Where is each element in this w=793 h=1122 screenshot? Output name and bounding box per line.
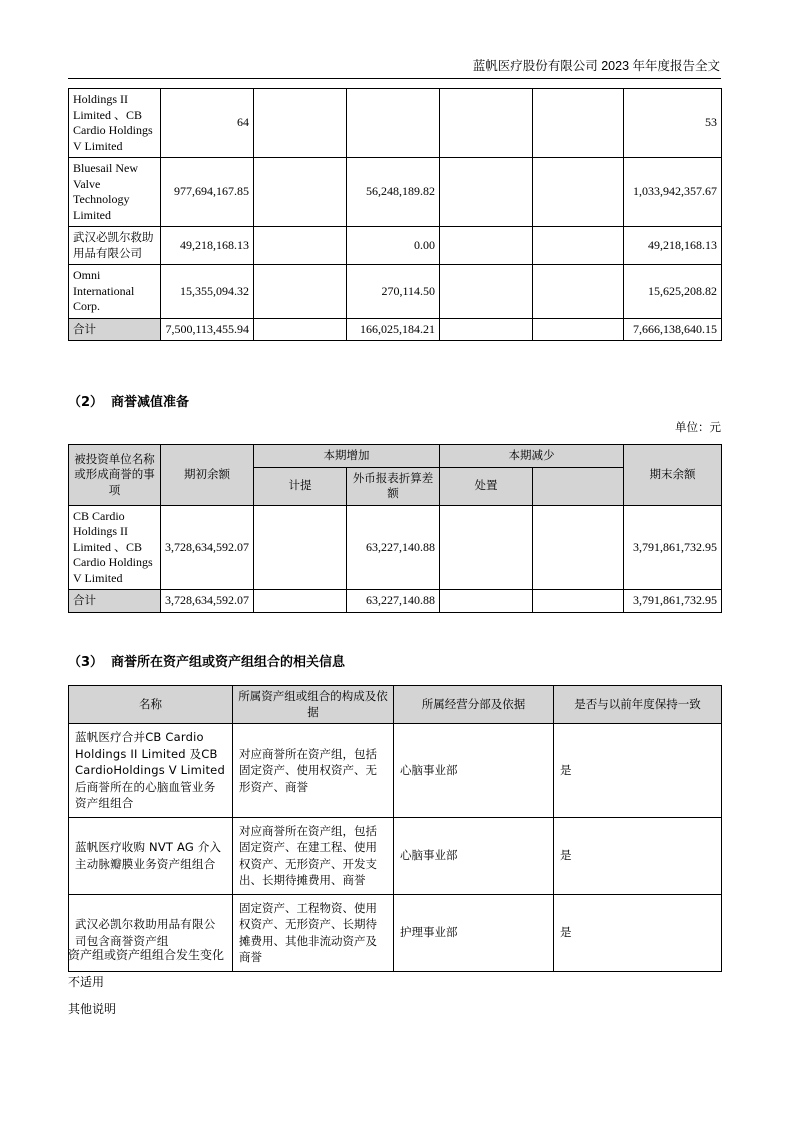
header-asset-group-name: 名称 bbox=[69, 686, 233, 724]
decrease-disposal-cell bbox=[440, 505, 533, 590]
asset-group-composition-cell: 对应商誉所在资产组，包括固定资产、在建工程、使用权资产、无形资产、开发支出、长期待摊费用、商誉 bbox=[233, 817, 394, 894]
increase-other-cell bbox=[347, 89, 440, 158]
table-row bbox=[69, 265, 722, 319]
header-opening-balance: 期初余额 bbox=[161, 445, 254, 506]
table-total-row bbox=[69, 318, 722, 341]
asset-group-composition-cell: 固定资产、工程物资、使用权资产、无形资产、长期待摊费用、其他非流动资产及商誉 bbox=[233, 894, 394, 971]
decrease-disposal-cell bbox=[440, 265, 533, 319]
increase-business-combination-cell bbox=[254, 227, 347, 265]
section-3-index: （3） bbox=[68, 655, 104, 670]
decrease-disposal-cell bbox=[440, 89, 533, 158]
table-row bbox=[69, 724, 722, 818]
total-increase-other-cell: 166,025,184.21 bbox=[347, 318, 440, 341]
total-opening-balance-cell: 3,728,634,592.07 bbox=[161, 590, 254, 613]
table-row bbox=[69, 505, 722, 590]
operating-segment-cell: 护理事业部 bbox=[394, 894, 554, 971]
decrease-other-cell bbox=[533, 89, 624, 158]
entity-name-cell: Holdings II Limited 、CB Cardio Holdings V Limited bbox=[69, 89, 161, 158]
total-decrease-other-cell bbox=[533, 318, 624, 341]
table-header-row bbox=[69, 686, 722, 724]
total-closing-balance-cell: 3,791,861,732.95 bbox=[624, 590, 722, 613]
decrease-other-cell bbox=[533, 505, 624, 590]
table-row bbox=[69, 89, 722, 158]
increase-other-cell: 0.00 bbox=[347, 227, 440, 265]
total-label-cell: 合计 bbox=[69, 318, 161, 341]
consistent-with-prior-year-cell: 是 bbox=[554, 894, 722, 971]
total-label-cell: 合计 bbox=[69, 590, 161, 613]
section-2-index: （2） bbox=[68, 395, 104, 410]
closing-balance-cell: 1,033,942,357.67 bbox=[624, 158, 722, 227]
total-increase-provision-cell bbox=[254, 590, 347, 613]
opening-balance-cell: 64 bbox=[161, 89, 254, 158]
increase-other-cell: 270,114.50 bbox=[347, 265, 440, 319]
header-decrease-disposal: 处置 bbox=[440, 467, 533, 505]
operating-segment-cell: 心脑事业部 bbox=[394, 724, 554, 818]
increase-fx-translation-cell: 63,227,140.88 bbox=[347, 505, 440, 590]
decrease-disposal-cell bbox=[440, 227, 533, 265]
note-not-applicable: 不适用 bbox=[68, 975, 105, 989]
table-row bbox=[69, 158, 722, 227]
table-row bbox=[69, 227, 722, 265]
total-opening-balance-cell: 7,500,113,455.94 bbox=[161, 318, 254, 341]
header-decrease-other bbox=[533, 467, 624, 505]
running-header-title: 蓝帆医疗股份有限公司 2023 年年度报告全文 bbox=[472, 59, 720, 73]
asset-group-name-cell: 蓝帆医疗合并CB Cardio Holdings II Limited 及CB CardioHoldings V Limited 后商誉所在的心脑血管业务资产组组合 bbox=[69, 724, 233, 818]
header-increase-group: 本期增加 bbox=[254, 445, 440, 468]
opening-balance-cell: 977,694,167.85 bbox=[161, 158, 254, 227]
header-asset-group-composition: 所属资产组或组合的构成及依据 bbox=[233, 686, 394, 724]
increase-other-cell: 56,248,189.82 bbox=[347, 158, 440, 227]
header-consistent-with-prior-year: 是否与以前年度保持一致 bbox=[554, 686, 722, 724]
increase-business-combination-cell bbox=[254, 265, 347, 319]
note-other-explanation: 其他说明 bbox=[68, 1002, 117, 1016]
header-increase-provision: 计提 bbox=[254, 467, 347, 505]
increase-business-combination-cell bbox=[254, 158, 347, 227]
asset-group-name-cell: 蓝帆医疗收购 NVT AG 介入主动脉瓣膜业务资产组组合 bbox=[69, 817, 233, 894]
header-divider bbox=[68, 78, 721, 79]
decrease-other-cell bbox=[533, 158, 624, 227]
entity-name-cell: 武汉必凯尔救助用品有限公司 bbox=[69, 227, 161, 265]
total-closing-balance-cell: 7,666,138,640.15 bbox=[624, 318, 722, 341]
header-operating-segment: 所属经营分部及依据 bbox=[394, 686, 554, 724]
header-increase-fx-translation: 外币报表折算差额 bbox=[347, 467, 440, 505]
goodwill-impairment-table bbox=[68, 444, 722, 613]
asset-group-name-cell: 武汉必凯尔救助用品有限公司包含商誉资产组 bbox=[69, 894, 233, 971]
operating-segment-cell: 心脑事业部 bbox=[394, 817, 554, 894]
header-closing-balance: 期末余额 bbox=[624, 445, 722, 506]
total-decrease-disposal-cell bbox=[440, 318, 533, 341]
total-decrease-other-cell bbox=[533, 590, 624, 613]
note-asset-group-change: 资产组或资产组组合发生变化 bbox=[68, 948, 225, 962]
decrease-other-cell bbox=[533, 227, 624, 265]
total-decrease-disposal-cell bbox=[440, 590, 533, 613]
section-3-heading bbox=[68, 651, 345, 670]
section-2-title: 商誉减值准备 bbox=[111, 395, 190, 410]
section-3-title: 商誉所在资产组或资产组组合的相关信息 bbox=[111, 655, 346, 670]
closing-balance-cell: 15,625,208.82 bbox=[624, 265, 722, 319]
asset-group-composition-cell: 对应商誉所在资产组，包括固定资产、使用权资产、无形资产、商誉 bbox=[233, 724, 394, 818]
total-increase-business-combination-cell bbox=[254, 318, 347, 341]
unit-note-yuan: 单位：元 bbox=[675, 420, 721, 434]
section-2-heading bbox=[68, 391, 189, 410]
header-decrease-group: 本期减少 bbox=[440, 445, 624, 468]
opening-balance-cell: 49,218,168.13 bbox=[161, 227, 254, 265]
consistent-with-prior-year-cell: 是 bbox=[554, 817, 722, 894]
table-total-row bbox=[69, 590, 722, 613]
closing-balance-cell: 3,791,861,732.95 bbox=[624, 505, 722, 590]
entity-name-cell: Bluesail New Valve Technology Limited bbox=[69, 158, 161, 227]
closing-balance-cell: 53 bbox=[624, 89, 722, 158]
header-entity: 被投资单位名称或形成商誉的事项 bbox=[69, 445, 161, 506]
decrease-disposal-cell bbox=[440, 158, 533, 227]
entity-name-cell: Omni International Corp. bbox=[69, 265, 161, 319]
opening-balance-cell: 15,355,094.32 bbox=[161, 265, 254, 319]
increase-business-combination-cell bbox=[254, 89, 347, 158]
increase-provision-cell bbox=[254, 505, 347, 590]
goodwill-cost-table bbox=[68, 88, 722, 341]
table-header-row-1 bbox=[69, 445, 722, 468]
asset-groups-table bbox=[68, 685, 722, 972]
total-increase-fx-translation-cell: 63,227,140.88 bbox=[347, 590, 440, 613]
consistent-with-prior-year-cell: 是 bbox=[554, 724, 722, 818]
decrease-other-cell bbox=[533, 265, 624, 319]
entity-name-cell: CB Cardio Holdings II Limited 、CB Cardio Holdings V Limited bbox=[69, 505, 161, 590]
table-row bbox=[69, 817, 722, 894]
closing-balance-cell: 49,218,168.13 bbox=[624, 227, 722, 265]
opening-balance-cell: 3,728,634,592.07 bbox=[161, 505, 254, 590]
